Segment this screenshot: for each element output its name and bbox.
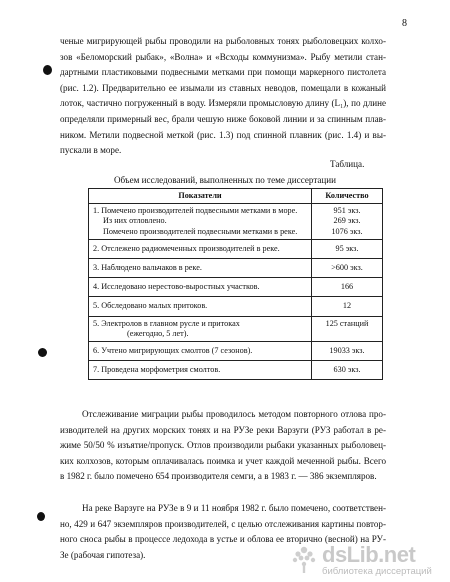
- row-indicator: [89, 361, 312, 380]
- text-line: но, 429 и 647 экземпляров производителей, с целью отслеживания картины повтор-: [60, 518, 386, 529]
- text-line: лоток, частично погруженный в воду. Измеряли промысловую длину (L₁), по длине: [60, 98, 386, 109]
- text-line: пускали в море.: [60, 145, 122, 156]
- row-indicator: [89, 278, 312, 297]
- row-quantity: [312, 278, 383, 297]
- indicator-line: Помечено производителей подвесными метками в реке.: [103, 226, 298, 236]
- quantity-value: 269 экз.: [333, 216, 361, 226]
- indicator-line: 6. Учтено мигрирующих смолтов (7 сезонов).: [93, 346, 253, 356]
- table-label: Таблица.: [330, 159, 365, 169]
- quantity-value: 166: [340, 282, 354, 292]
- row-quantity: [312, 316, 383, 341]
- row-quantity: [312, 361, 383, 380]
- table-row: [89, 204, 383, 240]
- page-number: 8: [402, 18, 407, 29]
- indicator-line: 2. Отслежено радиомеченных производителей в реке.: [93, 243, 280, 253]
- table-row: [89, 239, 383, 258]
- scan-speck: [38, 348, 47, 357]
- table-row: [89, 361, 383, 380]
- column-header-quantity: Количество: [312, 189, 383, 204]
- text-line: зов «Беломорский рыбак», «Волна» и «Всходы коммунизма». Рыбу метили стан-: [60, 51, 386, 62]
- table-row: [89, 259, 383, 278]
- quantity-value: 125 станций: [325, 318, 369, 328]
- quantity-value: 1076 экз.: [331, 226, 363, 236]
- text-line: ного сноса рыбы в процессе ледохода в устье и облова ее вторично (весной) на РУ-: [60, 534, 386, 545]
- indicator-line: 7. Проведена морфометрия смолтов.: [93, 365, 221, 375]
- quantity-value: 12: [342, 301, 352, 311]
- quantity-value: >600 экз.: [331, 263, 363, 273]
- scan-speck: [37, 512, 45, 521]
- text-line: дартными пластиковыми подвесными метками при помощи маркерного пистолета: [60, 67, 386, 78]
- column-header-indicators: Показатели: [89, 189, 312, 204]
- quantity-value: 95 экз.: [335, 243, 359, 253]
- indicator-line: (ежегодно, 5 лет).: [127, 328, 189, 338]
- watermark-title: dsLib.net: [322, 542, 416, 567]
- paragraph-tracking: [60, 407, 386, 485]
- indicator-line: 5. Обследовано малых притоков.: [93, 301, 208, 311]
- text-line: Отслеживание миграции рыбы проводилось методом повторного отлова про-: [82, 409, 386, 419]
- row-indicator: [89, 342, 312, 361]
- row-indicator: [89, 259, 312, 278]
- indicator-line: 4. Исследовано нерестово-выростных участков.: [93, 282, 260, 292]
- row-quantity: [312, 342, 383, 361]
- research-volume-table: [88, 188, 383, 380]
- table-caption: Объем исследований, выполненных по теме диссертации: [113, 175, 337, 185]
- row-indicator: [89, 239, 312, 258]
- row-indicator: [89, 297, 312, 316]
- table-row: [89, 342, 383, 361]
- row-quantity: [312, 204, 383, 240]
- table-header-row: [89, 189, 383, 204]
- table-row: [89, 278, 383, 297]
- text-line: ником. Метили подвесной меткой (рис. 1.3) под спинной плавник (рис. 1.4) и вы-: [60, 129, 386, 140]
- quantity-value: 951 экз.: [333, 206, 361, 216]
- table-row: [89, 297, 383, 316]
- text-line: жиме 50/50 % изъятие/пропуск. Отлов производили рыбаки указанных рыболовец-: [60, 440, 386, 451]
- row-quantity: [312, 239, 383, 258]
- paragraph-intro: [60, 34, 386, 159]
- text-line: определяли примерный вес, брали чешую ниже боковой линии и за спинным плав-: [60, 113, 386, 124]
- watermark-subtitle: библиотека диссертаций: [322, 566, 432, 577]
- text-line: Зе (рабочая гипотеза).: [60, 549, 146, 560]
- watermark-logo: [288, 542, 446, 578]
- text-line: изводителей на других морских тонях и на РУЗе реки Варзуги (РУЗ работал в ре-: [60, 424, 386, 435]
- row-quantity: [312, 259, 383, 278]
- text-line: На реке Варзуге на РУЗе в 9 и 11 ноября 1982 г. было помечено, соответствен-: [82, 503, 386, 513]
- indicator-line: 3. Наблюдено вальчаков в реке.: [93, 263, 202, 273]
- row-indicator: [89, 316, 312, 341]
- row-indicator: [89, 204, 312, 240]
- quantity-value: 19033 экз.: [329, 346, 365, 356]
- text-line: ких колхозов, которым оплачивалась поимка и учет каждой меченной рыбы. Всего: [60, 455, 386, 466]
- row-quantity: [312, 297, 383, 316]
- indicator-line: 5. Электролов в главном русле и притоках: [93, 318, 240, 328]
- table-row: [89, 316, 383, 341]
- indicator-line: Из них отловлено.: [103, 216, 167, 226]
- text-line: (рис. 1.2). Предварительно ее изымали из ставных неводов, помещали в кожаный: [60, 82, 386, 93]
- scan-speck: [43, 65, 52, 75]
- quantity-value: 630 экз.: [333, 365, 361, 375]
- text-line: в 1982 г. было помечено 654 производителя семги, а в 1983 г. — 386 экземпляров.: [60, 471, 377, 482]
- text-line: ченые мигрирующей рыбы проводили на рыболовных тонях рыболовецких колхо-: [60, 36, 386, 46]
- indicator-line: 1. Помечено производителей подвесными метками в море.: [93, 206, 298, 216]
- tree-icon: [290, 544, 318, 574]
